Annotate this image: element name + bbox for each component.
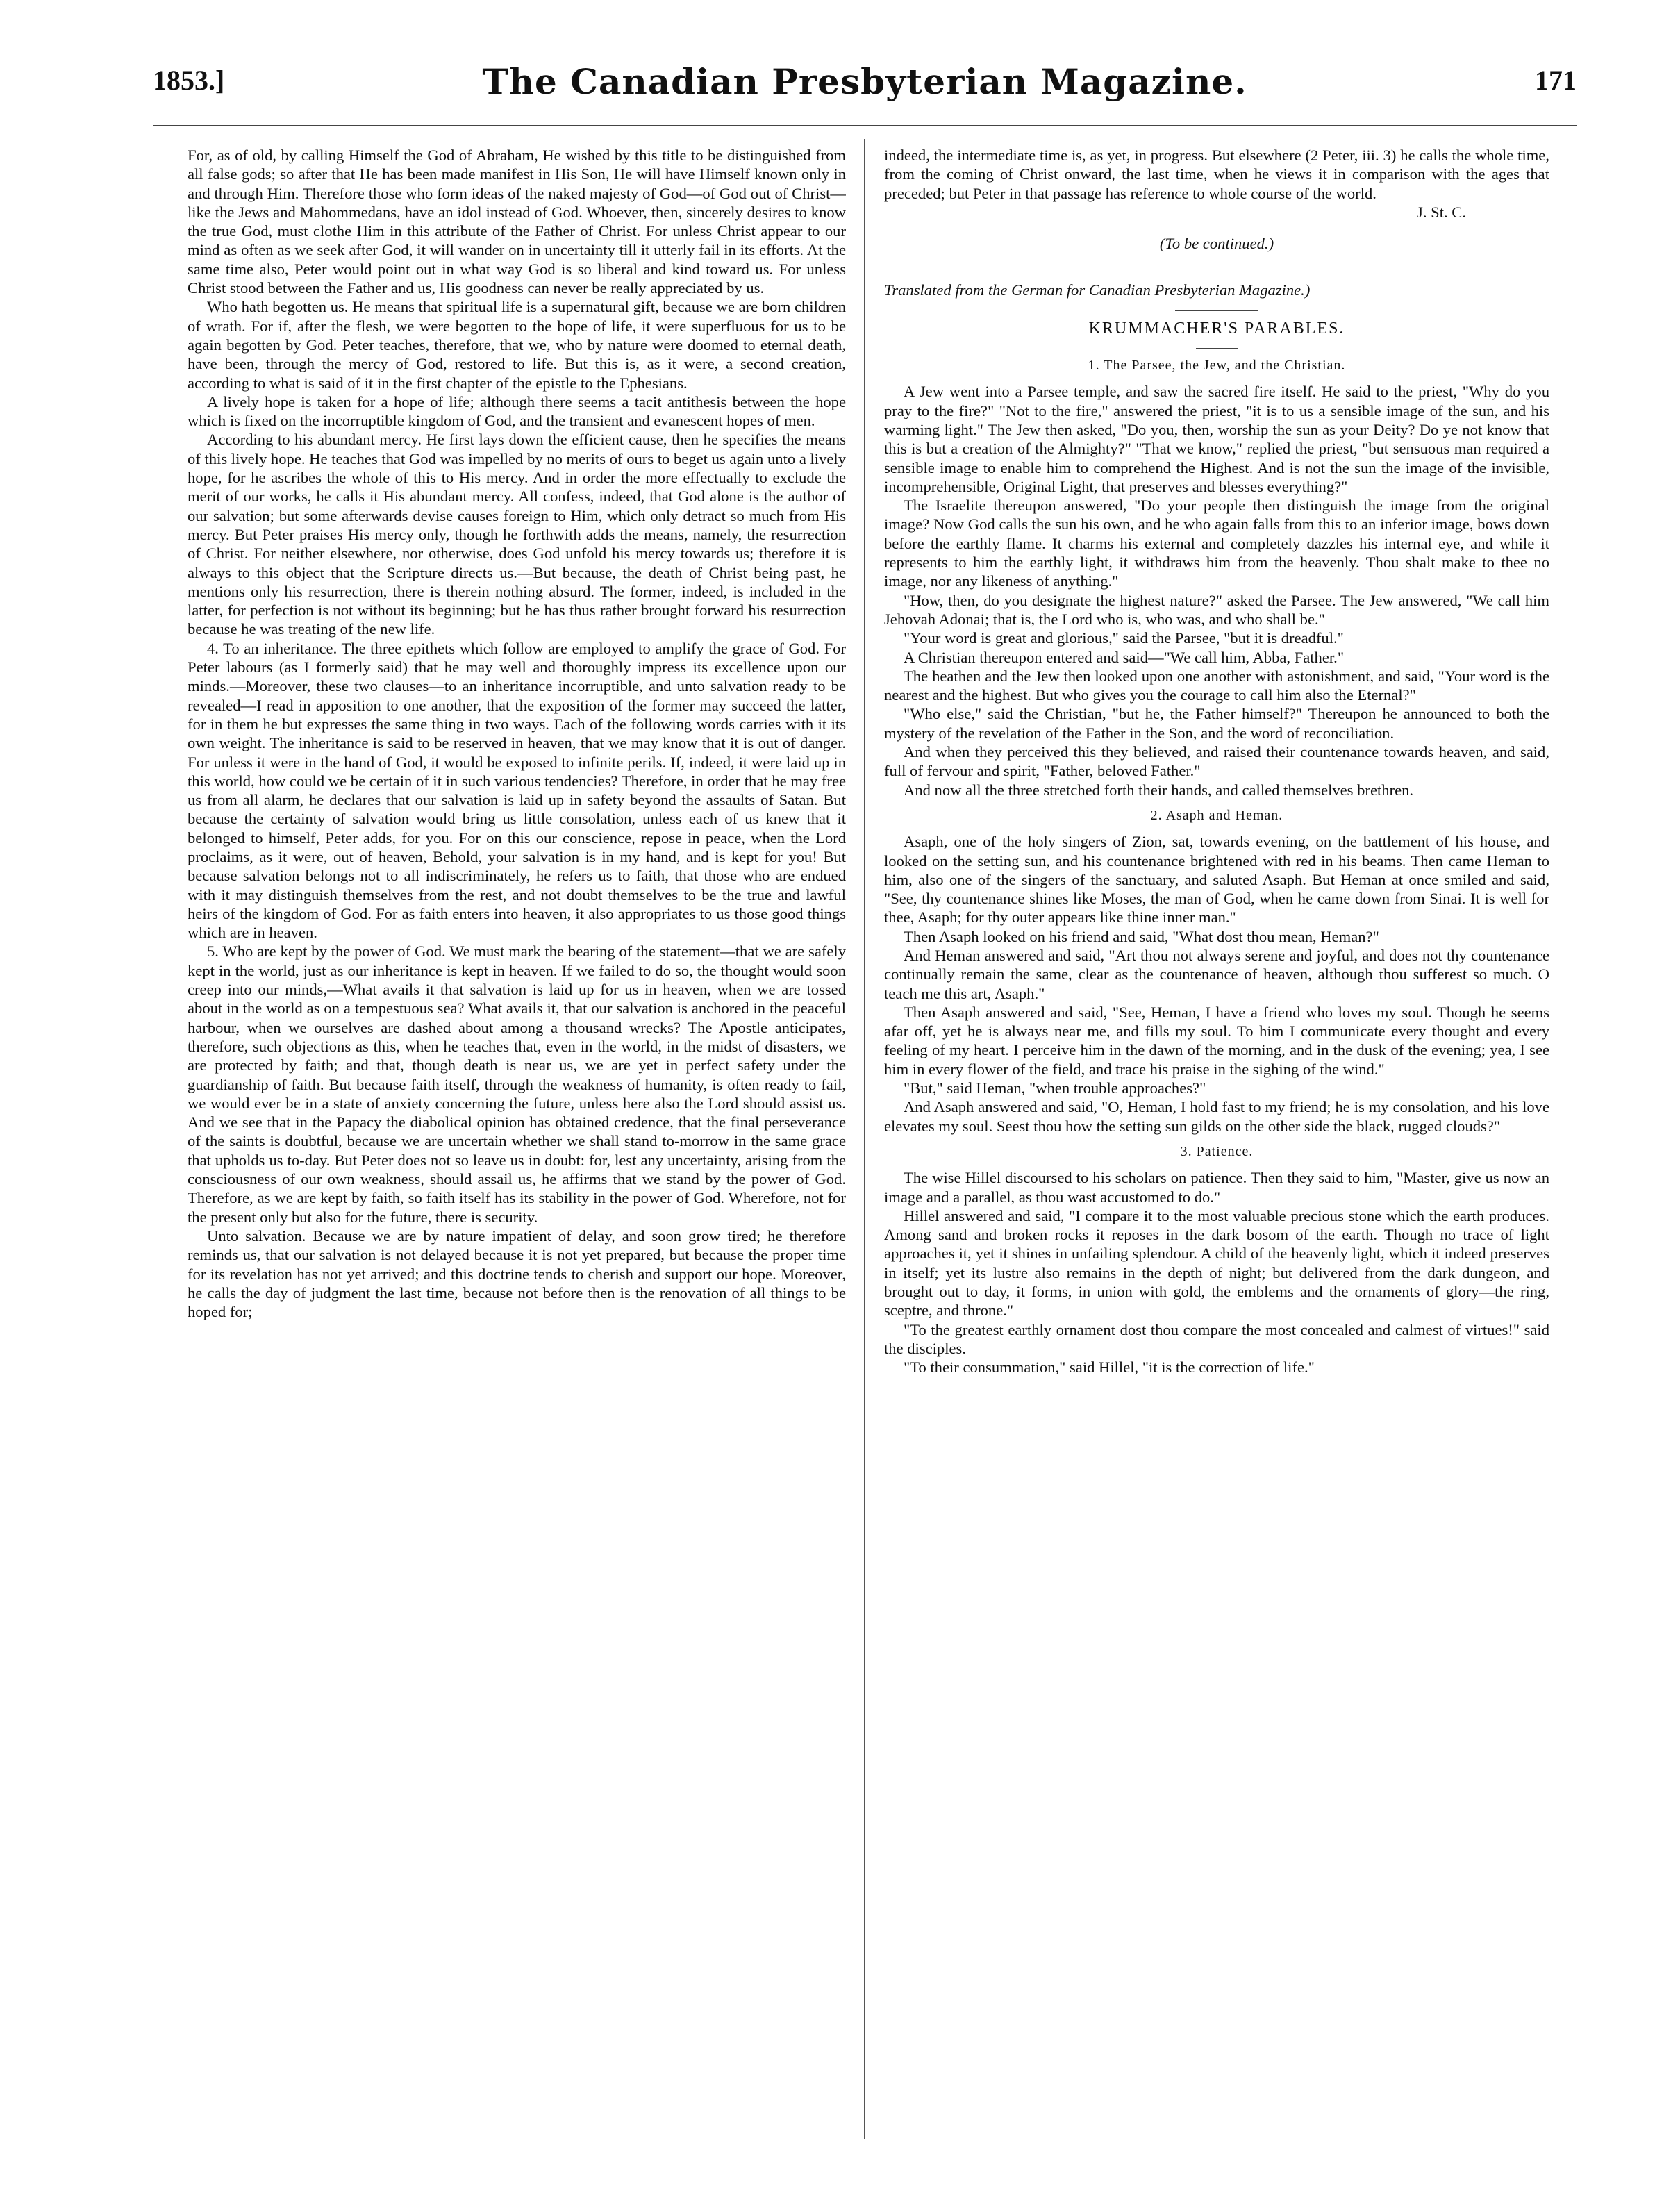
parable-paragraph: And now all the three stretched forth their hands, and called themselves brethren.: [904, 781, 1414, 799]
page-header: [153, 61, 1577, 113]
left-paragraph: Unto salvation. Because we are by nature impatient of delay, and soon grow tired; he therefore reminds us, that our salvation is not delayed because it is not yet prepared, but because the proper time for its revelation has not yet arrived; and this doctrine tends to cherish and support our hope. Moreover, he calls the day of judgment the last time, because not before then is the renovation of all things to be hoped for;: [188, 1227, 846, 1321]
parable-paragraph: A Jew went into a Parsee temple, and saw the sacred fire itself. He said to the priest, "Why do you pray to the fire?" "Not to the fire," answered the priest, "it is to us a sensible image of the sun, and his warming light." The Jew then asked, "Do you, then, worship the sun as your Deity? Do ye not know that this is but a creation of the Almighty?" "That we know," replied the priest, "but sensuous man required a sensible image to enable him to comprehend the Highest. And is not the sun the image of the invisible, incomprehensible, Original Light, that preserves and blesses everything?": [884, 383, 1549, 495]
to-be-continued: (To be continued.): [1159, 235, 1274, 253]
article-heading: KRUMMACHER'S PARABLES.: [1088, 319, 1345, 338]
section-heading: 1. The Parsee, the Jew, and the Christian.: [1088, 358, 1346, 374]
section-rule: [1175, 310, 1258, 311]
left-paragraph: According to his abundant mercy. He first lays down the efficient cause, then he specifies the means of this lively hope. He teaches that God was impelled by no merits of ours to beget us again unto a lively hope, for he ascribes the whole of this to His mercy. And in order the more effectually to exclude the merit of our works, he calls it His abundant mercy. All confess, indeed, that God alone is the author of our salvation; but some afterwards devise causes foreign to Him, which only detract so much from His mercy. But Peter praises His mercy only, though he forthwith adds the means, namely, the resurrection of Christ. For neither elsewhere, nor otherwise, does God unfold his mercy towards us; therefore it is always to this object that the Scripture directs us.—But because, the death of Christ being past, he mentions only his resurrection, there is therein nothing absurd. The former, indeed, is included in the latter, for perfection is not without its beginning; but he has thus rather brought forward his resurrection because he was treating of the new life.: [188, 431, 846, 638]
parable-paragraph: The heathen and the Jew then looked upon one another with astonishment, and said, "Your word is the nearest and the highest. But who gives you the courage to call him also the Eternal?": [884, 667, 1549, 704]
parable-paragraph: Then Asaph looked on his friend and said, "What dost thou mean, Heman?": [904, 927, 1379, 945]
translation-note: Translated from the German for Canadian Presbyterian Magazine.): [884, 281, 1311, 299]
section-heading: 2. Asaph and Heman.: [1150, 807, 1283, 823]
author-signature: J. St. C.: [1417, 203, 1466, 221]
parable-paragraph: And Heman answered and said, "Art thou not always serene and joyful, and does not thy countenance continually remain the same, clear as the countenance of heaven, although thou sufferest so much. O teach me this art, Asaph.": [884, 946, 1549, 1002]
magazine-title: The Canadian Presbyterian Magazine.: [482, 61, 1247, 102]
parable-paragraph: Asaph, one of the holy singers of Zion, sat, towards evening, on the battlement of his house, and looked on the setting sun, and his countenance brightened with red in his beams. Then came Heman to him, also one of the singers of the sanctuary, and saluted Asaph. But Heman at once smiled and said, "See, thy countenance shines like Moses, the man of God, when he came down from Sinai. It is well for thee, Asaph; for thy outer appears like thine inner man.": [884, 833, 1549, 927]
parable-paragraph: A Christian thereupon entered and said—"We call him, Abba, Father.": [904, 648, 1345, 666]
right-column: [884, 146, 1549, 2146]
left-paragraph: A lively hope is taken for a hope of life; although there seems a tacit antithesis between the hope which is fixed on the incorruptible kingdom of God, and the transient and evanescent hopes of men.: [188, 392, 846, 430]
parable-paragraph: "Your word is great and glorious," said the Parsee, "but it is dreadful.": [904, 629, 1344, 647]
header-rule: [153, 125, 1577, 126]
page-number: 171: [1535, 65, 1577, 96]
section-rule: [1196, 348, 1238, 349]
parable-paragraph: And when they perceived this they believed, and raised their countenance towards heaven, and said, full of fervour and spirit, "Father, beloved Father.": [884, 743, 1549, 780]
left-paragraph: For, as of old, by calling Himself the God of Abraham, He wished by this title to be distinguished from all false gods; so after that He has been made manifest in His Son, He will have Himself known only in and through Him. Therefore those who form ideas of the naked majesty of God—of God out of Christ—like the Jews and Mahommedans, have an idol instead of God. Whoever, then, sincerely desires to know the true God, must clothe Him in this attribute of the Father of Christ. For unless Christ appear to our mind as often as we seek after God, it will wander on in uncertainty till it utterly fail in its efforts. At the same time also, Peter would point out in what way God is so liberal and kind toward us. For unless Christ stood between the Father and us, His goodness can never be really appreciated by us.: [188, 147, 846, 297]
parable-paragraph: "Who else," said the Christian, "but he, the Father himself?" Thereupon he announced to both the mystery of the revelation of the Father in the Son, and the word of reconciliation.: [884, 705, 1549, 742]
parable-paragraph: Hillel answered and said, "I compare it to the most valuable precious stone which the earth produces. Among sand and broken rocks it reposes in the dark bosom of the earth. Though no trace of light approaches it, yet it shines in unfailing splendour. A child of the heavenly light, which it indeed preserves in itself; yet its lustre also remains in the depth of night; but delivered from the dark dungeon, and brought out to day, it forms, in union with gold, the emblems and the ornaments of glory—the ring, sceptre, and throne.": [884, 1206, 1549, 1320]
left-paragraph: 5. Who are kept by the power of God. We must mark the bearing of the statement—that we are safely kept in the world, just as our inheritance is kept in heaven. If we failed to do so, the thought would soon creep into our minds,—What avails it that salvation is laid up for us in heaven, when we are tossed about in the world as on a tempestuous sea? What avails it, that our salvation is anchored in the peaceful harbour, when we ourselves are dashed about among a thousand wrecks? The Apostle anticipates, therefore, such objections as this, when he teaches that, even in the world, in the midst of disasters, we are protected by faith; and that, though death is near us, we are yet in perfect safety under the guardianship of faith. But because faith itself, through the weakness of humanity, is often ready to fail, we would ever be in a state of anxiety concerning the future, unless here also the Lord should assist us. And we see that in the Papacy the diabolical opinion has obtained credence, that the final perseverance of the saints is doubtful, because we are uncertain whether we shall stand to-morrow in the same grace that upholds us to-day. But Peter does not so leave us in doubt: for, lest any uncertainty, arising from the consciousness of our own weakness, should assail us, he affirms that we stand by the power of God. Therefore, as we are kept by faith, so faith itself has its stability in the power of God. Wherefore, not for the present only but also for the future, there is security.: [188, 942, 846, 1226]
left-column: [188, 146, 846, 2146]
header-year: 1853.]: [153, 65, 225, 96]
parable-paragraph: And Asaph answered and said, "O, Heman, I hold fast to my friend; he is my consolation, and his love elevates my soul. Seest thou how the setting sun gilds on the other side the black, rugged clouds?": [884, 1098, 1549, 1135]
column-divider: [864, 139, 865, 2139]
parable-paragraph: "But," said Heman, "when trouble approaches?": [904, 1079, 1206, 1097]
parable-paragraph: The wise Hillel discoursed to his scholars on patience. Then they said to him, "Master, give us now an image and a parallel, as thou wast accustomed to do.": [884, 1169, 1549, 1206]
left-paragraph: 4. To an inheritance. The three epithets which follow are employed to amplify the grace of God. For Peter labours (as I formerly said) that he may well and thoroughly impress its excellence upon our minds.—Moreover, these two clauses—to an inheritance incorruptible, and unto salvation ready to be revealed—I read in apposition to one another, that the exposition of the former may succeed the latter, for in them he but expresses the same thing in two ways. Each of the following words carries with it its own weight. The inheritance is said to be reserved in heaven, that we may know that it is out of danger. For unless it were in the hand of God, it would be exposed to infinite perils. If, indeed, it were laid up in this world, how could we be certain of it in such various tendencies? Therefore, in order that he may free us from all alarm, he declares that our salvation is laid up in safety beyond the assaults of Satan. But because the certainty of salvation would bring us little consolation, unless each of us knew that it belonged to himself, Peter adds, for you. For on this our conscience, repose in peace, when the Lord proclaims, as it were, out of heaven, Behold, your salvation is in my hand, and is kept for you! But because salvation belongs not to all indiscriminately, he refers us to faith, that those who are endued with it may distinguish themselves from the rest, and not doubt themselves to be the true and lawful heirs of the kingdom of God. For as faith enters into heaven, it also appropriates to us those good things which are in heaven.: [188, 639, 846, 942]
parable-paragraph: "To their consummation," said Hillel, "it is the correction of life.": [904, 1359, 1315, 1377]
parable-paragraph: Then Asaph answered and said, "See, Heman, I have a friend who loves my soul. Though he seems afar off, yet he is always near me, and fills my soul. To him I communicate every thought and every feeling of my heart. I perceive him in the dawn of the morning, and in the dusk of the evening; yea, I see him in every flower of the field, and trace his praise in the sighing of the wind.": [884, 1003, 1549, 1078]
parable-paragraph: "To the greatest earthly ornament dost thou compare the most concealed and calmest of virtues!" said the disciples.: [884, 1320, 1549, 1357]
parable-paragraph: The Israelite thereupon answered, "Do your people then distinguish the image from the original image? Now God calls the sun his own, and he who again falls from this to an inferior image, bows down before the earthly flame. It charms his external and completely dazzles his internal eye, and while it represents to him the earthly light, it withdraws him from the heavenly. Thou shalt make to thee no image, nor any likeness of anything.": [884, 497, 1549, 590]
left-paragraph: Who hath begotten us. He means that spiritual life is a supernatural gift, because we are born children of wrath. For if, after the flesh, we were begotten to the hope of life, it were superfluous for us to be again begotten by God. Peter teaches, therefore, that we, who by nature were doomed to eternal death, have been, through the mercy of God, restored to life. But this is, as it were, a second creation, according to what is said of it in the first chapter of the epistle to the Ephesians.: [188, 298, 846, 392]
parable-paragraph: "How, then, do you designate the highest nature?" asked the Parsee. The Jew answered, "We call him Jehovah Adonai; that is, the Lord who is, who was, and who shall be.": [884, 591, 1549, 628]
section-heading: 3. Patience.: [1180, 1143, 1254, 1159]
continuation-paragraph: indeed, the intermediate time is, as yet, in progress. But elsewhere (2 Peter, iii. 3) he calls the whole time, from the coming of Christ onward, the last time, when he views it in comparison with the ages that preceded; but Peter in that passage has reference to whole course of the world.: [884, 147, 1549, 202]
